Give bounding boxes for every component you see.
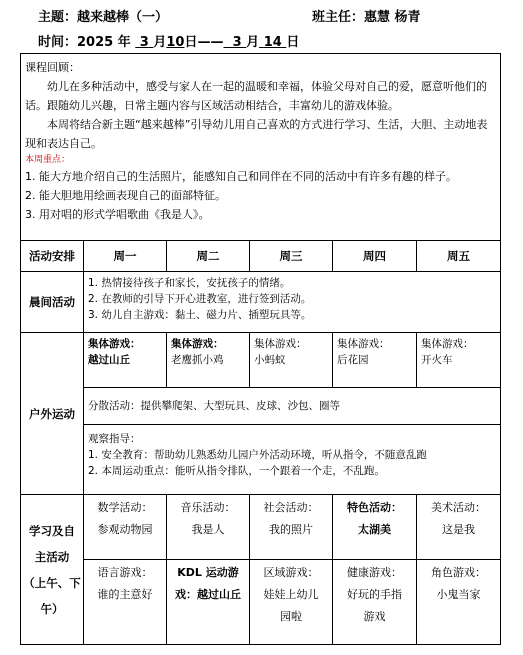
activity-cell (84, 495, 167, 560)
column-header-row (21, 241, 501, 272)
end-month: 3 (232, 35, 242, 50)
activity-cell (417, 495, 501, 560)
course-review (21, 54, 501, 241)
outdoor-group-row (21, 388, 501, 425)
activity-title: 角色游戏： (431, 566, 487, 579)
month-char: 月 (246, 35, 260, 50)
activity-title: 健康游戏： (347, 566, 402, 579)
game-title: 集体游戏： (171, 338, 224, 350)
activity-name: 这是我 (442, 523, 476, 536)
activity-title: 数学活动： (97, 501, 153, 514)
activity-title: 特色活动： (347, 501, 402, 514)
observation-guide (84, 425, 501, 495)
morning-row (21, 272, 501, 333)
activity-name-cont: 游戏 (363, 610, 386, 623)
guide-title: 观察指导： (88, 433, 141, 445)
guide-item: 1. 安全教育：帮助幼儿熟悉幼儿园户外活动环境，听从指令，不随意乱跑 (88, 449, 427, 461)
start-day: 10 (166, 35, 185, 50)
game-name: 后花园 (337, 354, 369, 366)
study-row-1 (21, 495, 501, 560)
class-teacher: 班主任：惠慧 杨青 (312, 10, 421, 25)
weekly-plan-table (20, 53, 501, 645)
game-name: 开火车 (421, 354, 453, 366)
game-cell (417, 333, 501, 388)
activity-cell (167, 495, 250, 560)
row-label: 晨间活动 (21, 272, 84, 333)
group-activity: 分散活动：提供攀爬架、大型玩具、皮球、沙包、圈等 (84, 388, 501, 425)
activity-name: 谁的主意好 (97, 588, 153, 601)
activity-cell (250, 560, 333, 645)
game-cell (333, 333, 417, 388)
month-char: 月 (153, 35, 167, 50)
activity-name: 我是人 (191, 523, 225, 536)
row-label: 学习及自 主活动 （上午、下 午） (21, 495, 84, 645)
column-header: 周五 (417, 241, 501, 272)
focus-point: 2. 能大胆地用绘画表现自己的面部特征。 (25, 189, 226, 202)
activity-title: 语言游戏： (97, 566, 153, 579)
activity-cell (84, 560, 167, 645)
game-cell (167, 333, 250, 388)
review-paragraph: 本周将结合新主题“越来越棒”引导幼儿用自己喜欢的方式进行学习、生活，大胆、主动地表现和表达自己。 (25, 118, 488, 150)
game-title: 集体游戏： (88, 338, 141, 350)
activity-name: 好玩的手指 (347, 588, 402, 601)
focus-point: 1. 能大方地介绍自己的生活照片，能感知自己和同伴在不同的活动中有许多有趣的样子。 (25, 170, 457, 183)
activity-cell (417, 560, 501, 645)
row-label: 户外运动 (21, 333, 84, 495)
game-cell (250, 333, 333, 388)
column-header: 活动安排 (21, 241, 84, 272)
date-range (38, 31, 299, 50)
guide-item: 2. 本周运动重点：能听从指令排队，一个跟着一个走，不乱跑。 (88, 465, 385, 477)
activity-title: 区域游戏： (263, 566, 319, 579)
focus-title: 本周重点： (25, 155, 71, 165)
review-paragraph: 幼儿在多种活动中，感受与家人在一起的温暖和幸福，体验父母对自己的爱，愿意听他们的话。跟随幼儿兴趣，日常主题内容与区域活动相结合，丰富幼儿的游戏体验。 (25, 80, 487, 112)
list-item: 3. 幼儿自主游戏：黏土、磁力片、插塑玩具等。 (88, 309, 312, 321)
morning-activities (84, 272, 501, 333)
activity-title: KDL 运动游 (177, 566, 239, 579)
game-title: 集体游戏： (421, 338, 474, 350)
activity-cell (167, 560, 250, 645)
activity-name: 小鬼当家 (436, 588, 481, 601)
activity-title: 美术活动： (431, 501, 487, 514)
activity-name: 参观动物园 (97, 523, 153, 536)
activity-name-cont: 园啦 (280, 610, 302, 623)
game-title: 集体游戏： (337, 338, 390, 350)
year: 2025 年 (77, 35, 131, 50)
review-title: 课程回顾： (25, 61, 80, 74)
activity-name: 我的照片 (269, 523, 313, 536)
column-header: 周四 (333, 241, 417, 272)
start-month: 3 (139, 35, 149, 50)
activity-cell (333, 560, 417, 645)
activity-name: 娃娃上幼儿 (263, 588, 319, 601)
column-header: 周二 (167, 241, 250, 272)
game-name: 老鹰抓小鸡 (171, 354, 224, 366)
end-day: 14 (263, 35, 282, 50)
game-cell (84, 333, 167, 388)
time-label: 时间： (38, 35, 78, 50)
day-sep: 日—— (184, 35, 224, 50)
outdoor-games-row (21, 333, 501, 388)
activity-name: 戏：越过山丘 (175, 588, 241, 601)
activity-cell (250, 495, 333, 560)
game-name: 小蚂蚁 (254, 354, 286, 366)
activity-name: 太湖美 (358, 523, 391, 536)
study-row-2 (21, 560, 501, 645)
column-header: 周三 (250, 241, 333, 272)
activity-cell (333, 495, 417, 560)
activity-title: 社会活动： (263, 501, 319, 514)
game-title: 集体游戏： (254, 338, 307, 350)
game-name: 越过山丘 (88, 354, 130, 366)
list-item: 2. 在教师的引导下开心进教室，进行签到活动。 (88, 293, 312, 305)
activity-title: 音乐活动： (180, 501, 236, 514)
column-header: 周一 (84, 241, 167, 272)
list-item: 1. 热情接待孩子和家长，安抚孩子的情绪。 (88, 277, 291, 289)
day-char: 日 (286, 35, 300, 50)
outdoor-guide-row (21, 425, 501, 495)
review-row (21, 54, 501, 241)
theme-title: 主题：越来越棒（一） (38, 10, 169, 25)
focus-point: 3. 用对唱的形式学唱歌曲《我是人》。 (25, 208, 210, 221)
